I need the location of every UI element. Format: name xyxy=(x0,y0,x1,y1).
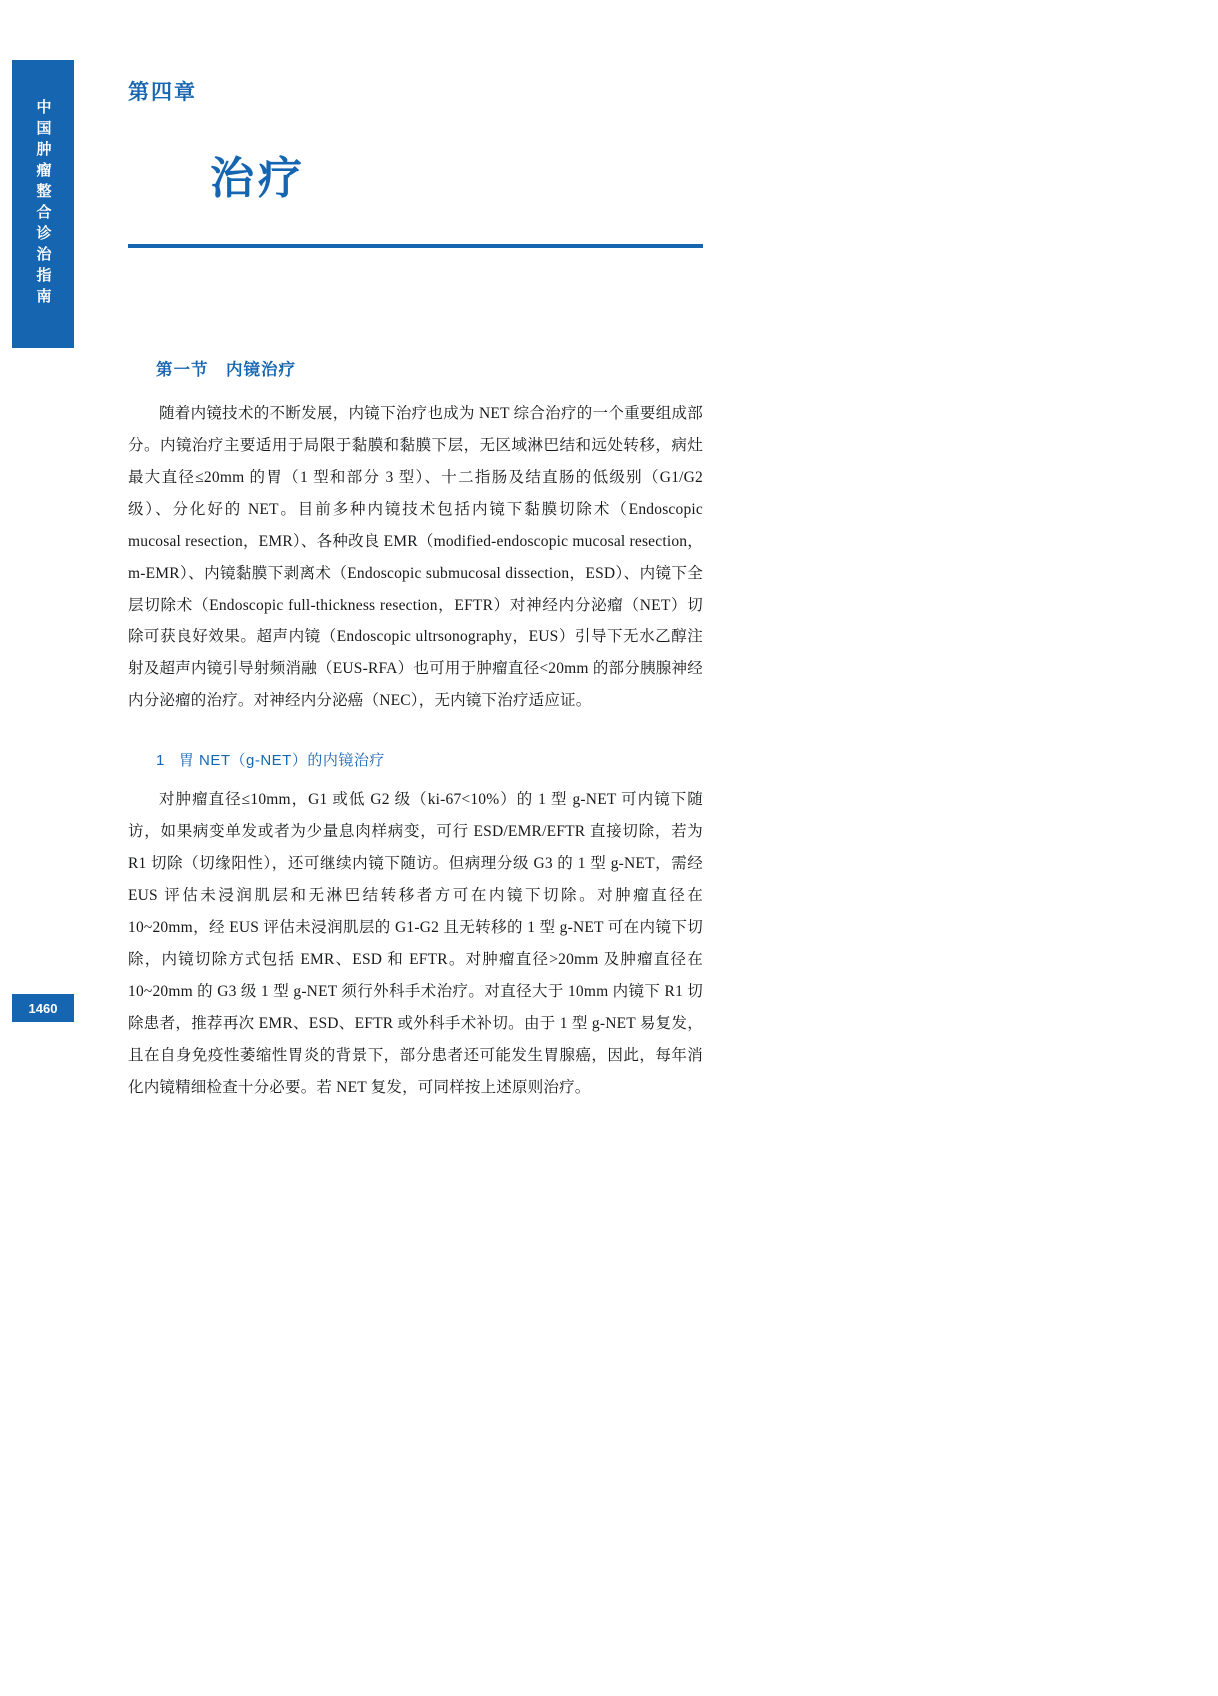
subsection-heading-gnet xyxy=(156,749,703,770)
section-paragraph: 随着内镜技术的不断发展，内镜下治疗也成为 NET 综合治疗的一个重要组成部分。内镜治疗主要适用于局限于黏膜和黏膜下层，无区域淋巴结和远处转移，病灶最大直径≤20mm 的胃（1 型和部分 3 型）、十二指肠及结直肠的低级别（G1/G2 级）、分化好的 NET。目前多种内镜技术包括内镜下黏膜切除术（Endoscopic mucosal resection，EMR）、各种改良 EMR（modified-endoscopic mucosal resection，m-EMR）、内镜黏膜下剥离术（Endoscopic submucosal dissection，ESD）、内镜下全层切除术（Endoscopic full-thickness resection，EFTR）对神经内分泌瘤（NET）切除可获良好效果。超声内镜（Endoscopic ultrsonography，EUS）引导下无水乙醇注射及超声内镜引导射频消融（EUS-RFA）也可用于肿瘤直径<20mm 的部分胰腺神经内分泌瘤的治疗。对神经内分泌癌（NEC），无内镜下治疗适应证。 xyxy=(128,405,703,710)
chapter-label: 第四章 xyxy=(128,81,197,104)
subsection-title: 胃 NET（g-NET）的内镜治疗 xyxy=(178,752,385,770)
page-number-badge: 1460 xyxy=(12,994,74,1022)
page-title: 治疗 xyxy=(210,154,306,203)
sidebar-vertical-tab xyxy=(12,60,74,348)
page-content xyxy=(128,60,703,1103)
title-divider xyxy=(128,244,703,248)
subsection-number: 1 xyxy=(156,752,165,770)
section-heading-endoscopic-treatment: 第一节 内镜治疗 xyxy=(156,361,296,379)
sidebar-vertical-label: 中国肿瘤整合诊治指南 xyxy=(34,99,52,309)
subsection-paragraph: 对肿瘤直径≤10mm，G1 或低 G2 级（ki-67<10%）的 1 型 g-NET 可内镜下随访，如果病变单发或者为少量息肉样病变，可行 ESD/EMR/EFTR 直接切除，若为 R1 切除（切缘阳性），还可继续内镜下随访。但病理分级 G3 的 1 型 g-NET，需经 EUS 评估未浸润肌层和无淋巴结转移者方可在内镜下切除。对肿瘤直径在 10~20mm，经 EUS 评估未浸润肌层的 G1-G2 且无转移的 1 型 g-NET 可在内镜下切除，内镜切除方式包括 EMR、ESD 和 EFTR。对肿瘤直径>20mm 及肿瘤直径在 10~20mm 的 G3 级 1 型 g-NET 须行外科手术治疗。对直径大于 10mm 内镜下 R1 切除患者，推荐再次 EMR、ESD、EFTR 或外科手术补切。由于 1 型 g-NET 易复发，且在自身免疫性萎缩性胃炎的背景下，部分患者还可能发生胃腺癌，因此，每年消化内镜精细检查十分必要。若 NET 复发，可同样按上述原则治疗。 xyxy=(128,791,703,1096)
